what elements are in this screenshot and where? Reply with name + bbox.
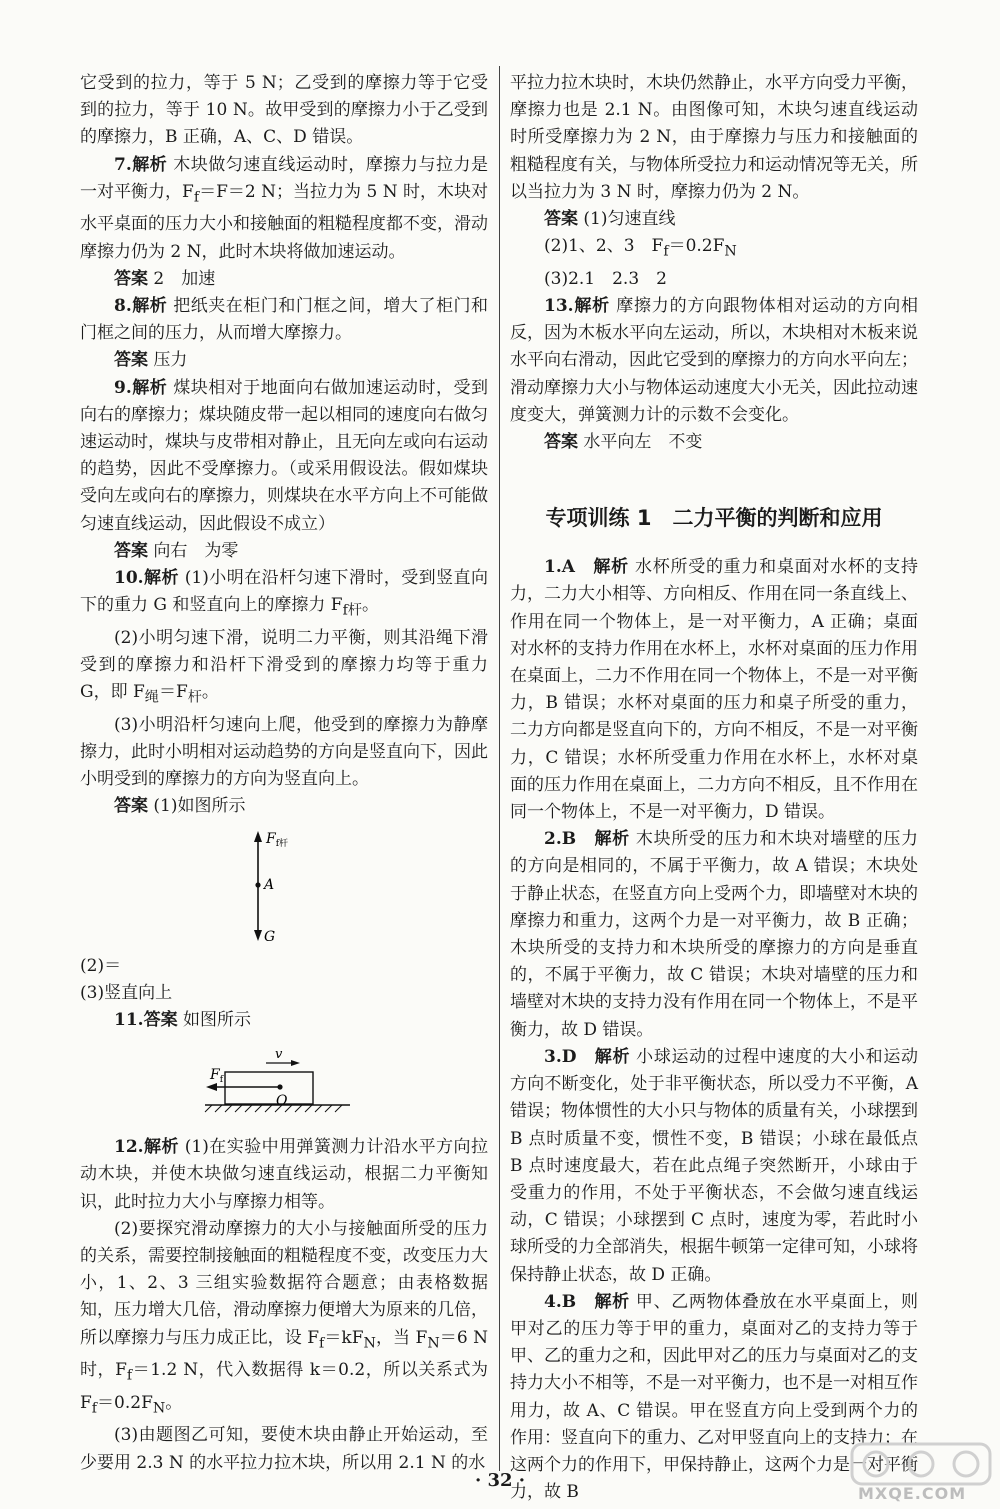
s4-analysis: 4.B 解析 甲、乙两物体叠放在水平桌面上，则甲对乙的压力等于甲的重力，桌面对乙的支持力等于甲、乙的重力之和，因此甲对乙的压力与桌面对乙的支持力大小不相等，不是一对平衡力，也不是一对相互作用力，故 A、C 错误。甲在竖直方向上受到两个力的作用：竖直向下的重力、乙对甲竖直向上的支持力；在这两个力的作用下，甲保持静止，这两个力是一对平衡力，故 B: [510, 1291, 918, 1503]
answer-label: 答案: [544, 432, 578, 453]
point-a: [255, 882, 260, 887]
s3-label: 3.D 解析: [544, 1046, 631, 1067]
q12-label: 12.解析: [114, 1137, 179, 1158]
s1-analysis: 1.A 解析 水杯所受的重力和桌面对水杯的支持力，二力大小相等、方向相反、作用在同一条直线上、作用在同一个物体上，是一对平衡力，A 正确；桌面对水杯的支持力作用在水杯上，水杯对桌面的压力作用在桌面上，二力不作用在同一个物体上，不是一对平衡力，B 错误；水杯对桌面的压力和桌子所受的重力，二力方向都是竖直向下的，方向不相反，不是一对平衡力，C 错误；水杯所受重力作用在水杯上，水杯对桌面的压力作用在桌面上，二力方向不相反，且不作用在同一个物体上，不是一对平衡力，D 错误。: [510, 557, 919, 823]
q12-analysis-2: (2)要探究滑动摩擦力的大小与接触面所受的压力的关系，需要控制接触面的粗糙程度不变，改变压力大小，1、2、3 三组实验数据符合题意；由表格数据知，压力增大几倍，滑动摩擦力便增大为原来的几倍，所以摩擦力与压力成正比，设 $F_f=kF_N$，当 $F_N=6$ N 时，$F_f=1.2$ N，代入数据得 k＝0.2，所以关系式为 $F_f=0.2F_N$。: [80, 1218, 489, 1417]
q7-answer: 答案 2 加速: [114, 268, 216, 289]
q13-label: 13.解析: [544, 296, 610, 317]
q6-continuation: 它受到的拉力，等于 5 N；乙受到的摩擦力等于它受到的拉力，等于 10 N。故甲受到的摩擦力小于乙受到的摩擦力，B 正确，A、C、D 错误。: [80, 73, 488, 148]
point-o: [277, 1085, 282, 1090]
q10-analysis-2: (2)小明匀速下滑，说明二力平衡，则其沿绳下滑受到的摩擦力和沿杆下滑受到的摩擦力均等于重力 G，即 $F_绳=F_杆$。: [80, 627, 488, 706]
right-column: [510, 70, 918, 1506]
q10-label: 10.解析: [114, 568, 179, 589]
left-column: [80, 70, 488, 1477]
q10-answer-3: (3)竖直向上: [80, 982, 173, 1003]
s4-label: 4.B 解析: [544, 1291, 630, 1312]
q10-answer-2: (2)＝: [80, 955, 122, 976]
force-diagram-vertical: [80, 821, 488, 953]
ground-hatch: [205, 1105, 342, 1112]
wood-block: [225, 1072, 313, 1104]
label-ff: $F_f$: [210, 1067, 224, 1086]
s1-label: 1.A 解析: [544, 557, 629, 578]
arrow-up-head: [254, 831, 262, 842]
friction-arrow-head: [206, 1083, 217, 1091]
column-divider: [499, 66, 500, 1471]
q10-answer: 答案 (1)如图所示: [114, 796, 246, 817]
q12-answer-2: (2)1、2、3 $F_f=0.2F_N$: [544, 236, 737, 260]
section-title: 专项训练 1 二力平衡的判断和应用: [545, 506, 883, 531]
q10-analysis-1: 10.解析 (1)小明在沿杆匀速下滑时，受到竖直向下的重力 G 和竖直向上的摩擦力 $F_{f杆}$。: [80, 568, 489, 619]
q12-continuation: 平拉力拉木块时，木块仍然静止，水平方向受力平衡，摩擦力也是 2.1 N。由图像可知，木块匀速直线运动时所受摩擦力为 2 N，由于摩擦力与压力和接触面的粗糙程度有关，与物体所受拉力和运动情况等无关，所以当拉力为 3 N 时，摩擦力仍为 2 N。: [510, 73, 918, 202]
q9-label: 9.解析: [114, 377, 168, 398]
q12-answer-3: (3)2.1 2.3 2: [544, 268, 667, 289]
q12-answer: 答案 (1)匀速直线: [544, 209, 676, 230]
label-a: A: [264, 876, 275, 893]
force-diagram-horizontal: [80, 1034, 488, 1134]
q12-analysis-1: 12.解析 (1)在实验中用弹簧测力计沿水平方向拉动木块，并使木块做匀速直线运动，根据二力平衡知识，此时拉力大小与摩擦力相等。: [80, 1137, 489, 1212]
q11-answer: 11.答案 如图所示: [114, 1010, 251, 1031]
s2-analysis: 2.B 解析 木块所受的压力和木块对墙壁的压力的方向是相同的，不属于平衡力，故 A 错误；木块处于静止状态，在竖直方向上受两个力，即墙壁对木块的摩擦力和重力，这两个力是一对平衡力，故 B 正确；木块所受的支持力和木块所受的摩擦力的方向是垂直的，不属于平衡力，故 C 错误；木块对墙壁的压力和墙壁对木块的支持力没有作用在同一个物体上，不是平衡力，故 D 错误。: [510, 829, 918, 1040]
label-friction: $F_{f杆}$: [266, 830, 289, 849]
q13-answer: 答案 水平向左 不变: [544, 432, 703, 453]
q13-analysis: 13.解析 摩擦力的方向跟物体相对运动的方向相反，因为木板水平向左运动，所以，木块相对木板来说水平向右滑动，因此它受到的摩擦力的方向水平向左；滑动摩擦力大小与物体运动速度大小无关，因此拉动速度变大，弹簧测力计的示数不会变化。: [510, 296, 919, 425]
answer-label: 答案: [544, 209, 578, 230]
force-diagram-vertical-svg: [80, 821, 488, 953]
page-number: · 32 ·: [474, 1470, 526, 1491]
q7-label: 7.解析: [114, 154, 168, 175]
force-diagram-horizontal-svg: [80, 1034, 488, 1134]
q9-answer: 答案 向右 为零: [114, 540, 239, 561]
answer-label: 答案: [114, 796, 148, 817]
q12-analysis-3: (3)由题图乙可知，要使木块由静止开始运动，至少要用 2.3 N 的水平拉力拉木块，所以用 2.1 N 的水: [80, 1425, 488, 1473]
label-v: v: [275, 1047, 283, 1063]
q8-label: 8.解析: [114, 296, 168, 317]
label-o: O: [276, 1093, 288, 1110]
answer-label: 答案: [114, 350, 148, 371]
q8-analysis: 8.解析 把纸夹在柜门和门框之间，增大了柜门和门框之间的压力，从而增大摩擦力。: [80, 296, 488, 344]
velocity-arrow-head: [291, 1060, 300, 1066]
answer-label: 答案: [114, 540, 148, 561]
q10-analysis-3: (3)小明沿杆匀速向上爬，他受到的摩擦力为静摩擦力，此时小明相对运动趋势的方向是竖直向下，因此小明受到的摩擦力的方向为竖直向上。: [80, 714, 488, 790]
s2-label: 2.B 解析: [544, 829, 630, 850]
q8-answer: 答案 压力: [114, 350, 188, 371]
arrow-down-head: [254, 930, 262, 941]
s3-analysis: 3.D 解析 小球运动的过程中速度的大小和运动方向不断变化，处于非平衡状态，所以受力不平衡，A 错误；物体惯性的大小只与物体的质量有关，小球摆到 B 点时质量不变，惯性不变，B 错误；小球在最低点 B 点时速度最大，若在此点绳子突然断开，小球由于受重力的作用，不处于平衡状态，不会做匀速直线运动，C 错误；小球摆到 C 点时，速度为零，若此时小球所受的力全部消失，根据牛顿第一定律可知，小球将保持静止状态，故 D 正确。: [510, 1046, 918, 1285]
q11-label: 11.答案: [114, 1010, 178, 1031]
label-g: G: [264, 928, 276, 945]
q9-analysis: 9.解析 煤块相对于地面向右做加速运动时，受到向右的摩擦力；煤块随皮带一起以相同的速度向右做匀速运动时，煤块与皮带相对静止，且无向左或向右运动的趋势，因此不受摩擦力。（或采用假设法。假如煤块受向左或向右的摩擦力，则煤块在水平方向上不可能做匀速直线运动，因此假设不成立）: [80, 377, 488, 534]
q7-analysis: 7.解析 木块做匀速直线运动时，摩擦力与拉力是一对平衡力，$F_f=F=2$ N；当拉力为 5 N 时，木块对水平桌面的压力大小和接触面的粗糙程度都不变，滑动摩擦力仍为 2 N，此时木块将做加速运动。: [80, 154, 489, 262]
answer-label: 答案: [114, 268, 148, 289]
watermark-text: MXQE.COM: [858, 1484, 967, 1503]
